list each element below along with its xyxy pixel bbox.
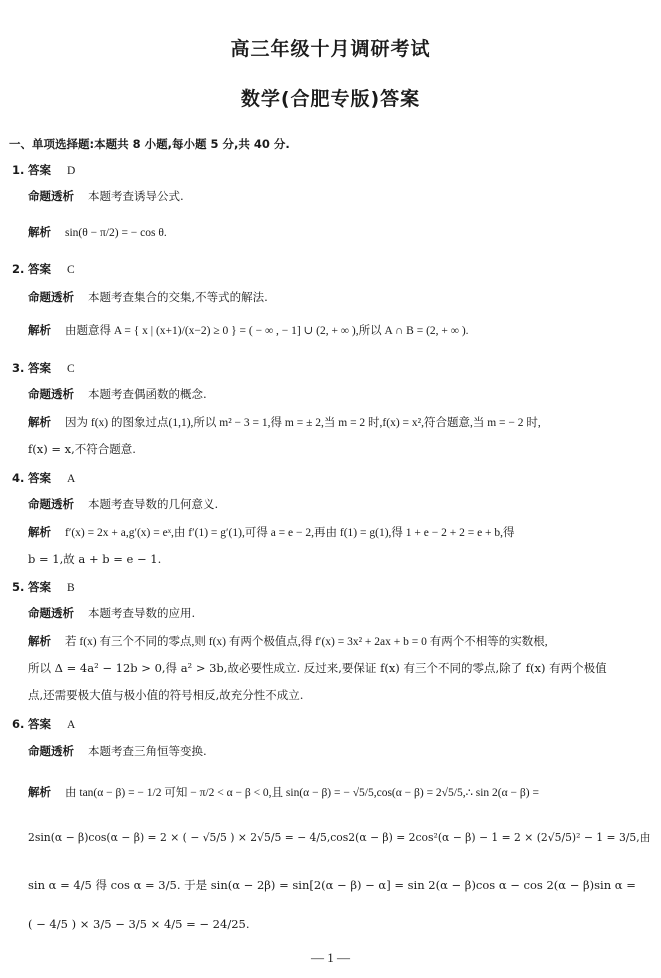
question-4-analysis: 解析 f′(x) = 2x + a,g′(x) = eˣ,由 f′(1) = g′(1),可得 a = e − 2,再由 f(1) = g(1),得 1 + e − 2 + 2 = e + b,得 [28, 525, 515, 539]
question-6-analysis-cont-3: ( − 4/5 ) × 3/5 − 3/5 × 4/5 = − 24/25. [28, 917, 250, 931]
section-heading: 一、单项选择题:本题共 8 小题,每小题 5 分,共 40 分. [9, 137, 290, 151]
question-4-analysis-cont: b = 1,故 a + b = e − 1. [28, 552, 162, 566]
question-6-intent: 命题透析 本题考查三角恒等变换. [28, 744, 207, 758]
question-2-analysis: 解析 由题意得 A = { x | (x+1)/(x−2) ≥ 0 } = ( − ∞ , − 1] ∪ (2, + ∞ ),所以 A ∩ B = (2, + ∞ ). [28, 323, 469, 337]
question-3-analysis: 解析 因为 f(x) 的图象过点(1,1),所以 m² − 3 = 1,得 m = ± 2,当 m = 2 时,f(x) = x²,符合题意,当 m = − 2 时, [28, 415, 541, 429]
question-3-intent: 命题透析 本题考查偶函数的概念. [28, 387, 207, 401]
question-5-analysis-cont-2: 点,还需要极大值与极小值的符号相反,故充分性不成立. [28, 688, 304, 702]
question-3-answer: 3. 答案 C [12, 361, 75, 375]
question-5-analysis-cont-1: 所以 Δ = 4a² − 12b > 0,得 a² > 3b,故必要性成立. 反过来,要保证 f(x) 有三个不同的零点,除了 f(x) 有两个极值 [28, 661, 607, 675]
page-number: — 1 — [311, 950, 350, 965]
question-1-intent: 命题透析 本题考查诱导公式. [28, 189, 184, 203]
question-4-intent: 命题透析 本题考查导数的几何意义. [28, 497, 219, 511]
question-6-analysis: 解析 由 tan(α − β) = − 1/2 可知 − π/2 < α − β < 0,且 sin(α − β) = − √5/5,cos(α − β) = 2√5/5,∴ sin 2(α − β) = [28, 785, 539, 799]
question-6-answer: 6. 答案 A [12, 717, 76, 731]
question-2-intent: 命题透析 本题考查集合的交集,不等式的解法. [28, 290, 268, 304]
question-1-analysis: 解析 sin(θ − π/2) = − cos θ. [28, 225, 167, 239]
question-6-analysis-cont-2: sin α = 4/5 得 cos α = 3/5. 于是 sin(α − 2β) = sin[2(α − β) − α] = sin 2(α − β)cos α − cos 2(α − β)sin α = [28, 878, 636, 892]
question-5-analysis: 解析 若 f(x) 有三个不同的零点,则 f(x) 有两个极值点,得 f′(x) = 3x² + 2ax + b = 0 有两个不相等的实数根, [28, 634, 548, 648]
question-5-intent: 命题透析 本题考查导数的应用. [28, 606, 196, 620]
question-5-answer: 5. 答案 B [12, 580, 75, 594]
question-2-answer: 2. 答案 C [12, 262, 75, 276]
question-3-analysis-cont: f(x) = x,不符合题意. [28, 442, 136, 456]
question-4-answer: 4. 答案 A [12, 471, 76, 485]
exam-title: 高三年级十月调研考试 [230, 38, 431, 60]
question-1-answer: 1. 答案 D [12, 163, 76, 177]
question-6-analysis-cont-1: 2sin(α − β)cos(α − β) = 2 × ( − √5/5 ) × 2√5/5 = − 4/5,cos2(α − β) = 2cos²(α − β) − 1 = 2 × (2√5/5)² − 1 = 3/5,由 [28, 831, 651, 844]
answer-key-title: 数学(合肥专版)答案 [240, 88, 421, 110]
